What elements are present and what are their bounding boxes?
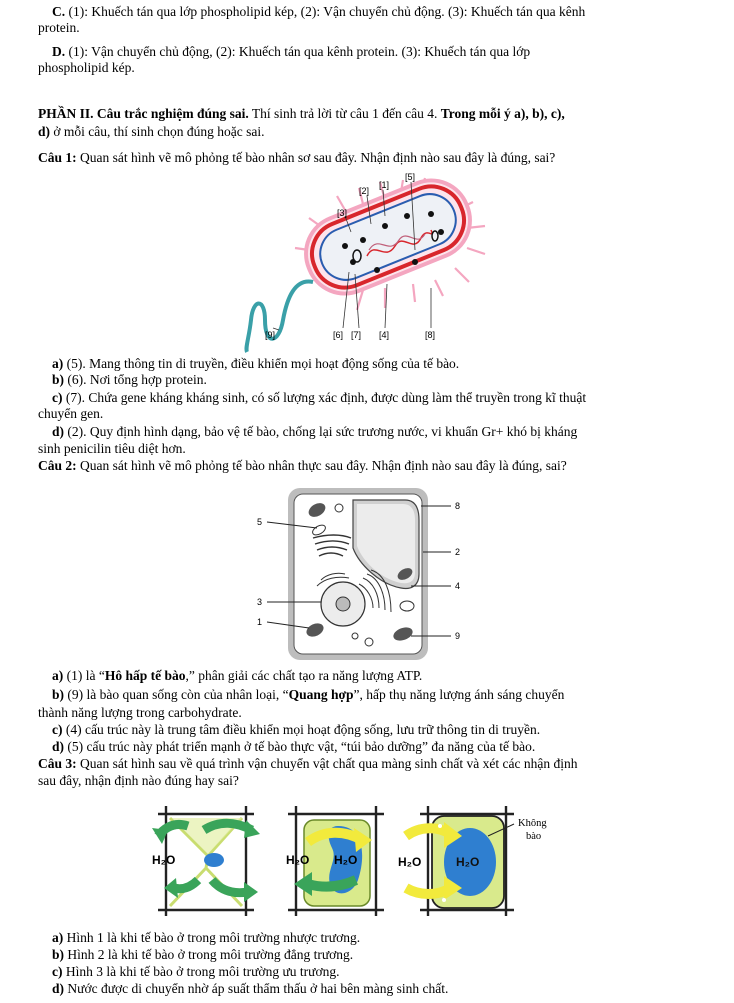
part2-intro-bold: Trong mỗi ý a), b), c),: [440, 106, 565, 121]
q3-c-label: c): [52, 964, 63, 979]
q1-c-label: c): [52, 390, 63, 405]
label-4: 3: [257, 597, 263, 607]
q2-c-text: (4) cấu trúc này là trung tâm điều khiển mọi hoạt động sống, lưu trữ thông tin di truyền.: [62, 722, 541, 737]
vacuole-label-2: bào: [526, 831, 542, 842]
q3-a-text: Hình 1 là khi tế bào ở trong môi trường nhược trương.: [63, 930, 361, 945]
label-1: [1]: [379, 180, 390, 190]
q1-d-cont: sinh penicilin tiêu diệt hơn.: [38, 441, 186, 456]
q1-a-text: (5). Mang thông tin di truyền, điều khiển mọi hoạt động sống của tế bào.: [63, 356, 460, 371]
label-1: 1: [257, 617, 263, 627]
q3-text: Quan sát hình sau về quá trình vận chuyển vật chất qua màng sinh chất và xét các nhận định: [76, 756, 578, 771]
q2-a-post: ,” phân giải các chất tạo ra năng lượng ATP.: [185, 668, 423, 683]
q1-stem: [38, 150, 694, 166]
osmosis-figure: [148, 796, 568, 928]
option-c-text: (1): Khuếch tán qua lớp phospholipid kép, (2): Vận chuyển chủ động. (3): Khuếch tán qua kênh: [68, 4, 586, 19]
label-5: [5]: [405, 172, 416, 182]
q2-b-cont: thành năng lượng trong carbohydrate.: [38, 705, 242, 720]
q1-c: [52, 390, 694, 406]
q1-d-label: d): [52, 424, 65, 439]
label-8: [8]: [425, 330, 436, 340]
q1-b: [52, 372, 694, 388]
q3-b-text: Hình 2 là khi tế bào ở trong môi trường đẳng trương.: [64, 947, 354, 962]
label-9: [9]: [265, 330, 276, 340]
option-c-cont: protein.: [38, 20, 80, 35]
label-9: 9: [455, 631, 461, 641]
cell-2: [286, 806, 384, 916]
option-d-letter: D.: [52, 44, 66, 59]
q1-d: [52, 424, 694, 440]
option-c-letter: C.: [52, 4, 66, 19]
q2-d-label: d): [52, 739, 65, 754]
option-c: [52, 4, 694, 20]
q1-b-text: (6). Nơi tổng hợp protein.: [64, 372, 207, 387]
option-d-cont: phospholipid kép.: [38, 60, 135, 75]
label-4: [4]: [379, 330, 390, 340]
q3-stem: [38, 756, 694, 772]
option-d-text: (1): Vận chuyển chủ động, (2): Khuếch tán qua kênh protein. (3): Khuếch tán qua lớp: [68, 44, 531, 59]
q2-a-bold: Hô hấp tế bào: [104, 668, 186, 683]
q1-a-label: a): [52, 356, 64, 371]
water-label-3b: H₂O: [456, 855, 480, 869]
q2-stem: [38, 458, 694, 474]
label-2: [2]: [359, 186, 370, 196]
q2-d: [52, 739, 694, 755]
vacuole-label-1: Không: [518, 818, 547, 829]
q2-label: Câu 2:: [38, 458, 77, 473]
q1-a: [52, 356, 694, 372]
part2-intro-d: d): [38, 124, 51, 139]
water-label-2b: H₂O: [334, 853, 358, 867]
prokaryote-figure: [235, 170, 500, 355]
part2-intro-2: ở mỗi câu, thí sinh chọn đúng hoặc sai.: [50, 124, 265, 139]
label-7: [7]: [351, 330, 362, 340]
cell-3: [398, 806, 547, 916]
q2-b-label: b): [52, 687, 65, 702]
label-2: 2: [455, 547, 461, 557]
q1-b-label: b): [52, 372, 65, 387]
part2-title: PHẦN II. Câu trắc nghiệm đúng sai.: [38, 106, 249, 121]
q2-a: [52, 668, 694, 684]
label-3: [3]: [337, 208, 348, 218]
water-label-1: H₂O: [152, 853, 176, 867]
water-label-3a: H₂O: [398, 855, 422, 869]
q3-b-label: b): [52, 947, 65, 962]
q1-text: Quan sát hình vẽ mô phỏng tế bào nhân sơ sau đây. Nhận định nào sau đây là đúng, sai?: [76, 150, 556, 165]
q2-c-label: c): [52, 722, 63, 737]
q3-d: [52, 981, 694, 997]
q3-c: [52, 964, 694, 980]
q2-text: Quan sát hình vẽ mô phỏng tế bào nhân thực sau đây. Nhận định nào sau đây là đúng, sai?: [76, 458, 567, 473]
q2-b-pre: (9) là bào quan sống còn của nhân loại, “: [64, 687, 289, 702]
q3-stem-cont: sau đây, nhận định nào đúng hay sai?: [38, 773, 239, 788]
q2-c: [52, 722, 694, 738]
q2-b: [52, 687, 694, 703]
label-8: 8: [455, 501, 461, 511]
water-label-2a: H₂O: [286, 853, 310, 867]
q1-c-cont: chuyển gen.: [38, 406, 104, 421]
q3-b: [52, 947, 694, 963]
label-6: [6]: [333, 330, 344, 340]
q2-b-bold: Quang hợp: [288, 687, 354, 702]
q2-a-pre: (1) là “: [63, 668, 105, 683]
label-5: 5: [257, 517, 263, 527]
q3-d-text: Nước được di chuyển nhờ áp suất thẩm thấu ở hai bên màng sinh chất.: [64, 981, 449, 996]
q3-c-text: Hình 3 là khi tế bào ở trong môi trường ưu trương.: [62, 964, 340, 979]
eukaryote-figure: [255, 486, 470, 664]
q3-d-label: d): [52, 981, 65, 996]
label-3: 4: [455, 581, 461, 591]
option-d: [52, 44, 694, 60]
q3-a: [52, 930, 694, 946]
part2-heading-cont: [38, 124, 694, 140]
q1-d-text: (2). Quy định hình dạng, bảo vệ tế bào, chống lại sức trương nước, vi khuẩn Gr+ khó bị kháng: [64, 424, 578, 439]
q2-a-label: a): [52, 668, 64, 683]
q1-label: Câu 1:: [38, 150, 77, 165]
q1-c-text: (7). Chứa gene kháng kháng sinh, có số lượng xác định, được dùng làm thể truyền trong kĩ thuật: [62, 390, 587, 405]
q2-b-post: ”, hấp thụ năng lượng ánh sáng chuyển: [353, 687, 565, 702]
q2-d-text: (5) cấu trúc này phát triển mạnh ở tế bào thực vật, “túi bảo dưỡng” đa năng của tế bào.: [64, 739, 536, 754]
part2-intro: Thí sinh trả lời từ câu 1 đến câu 4.: [248, 106, 441, 121]
q3-label: Câu 3:: [38, 756, 77, 771]
q3-a-label: a): [52, 930, 64, 945]
part2-heading: [38, 106, 694, 122]
cell-1: [152, 806, 260, 916]
